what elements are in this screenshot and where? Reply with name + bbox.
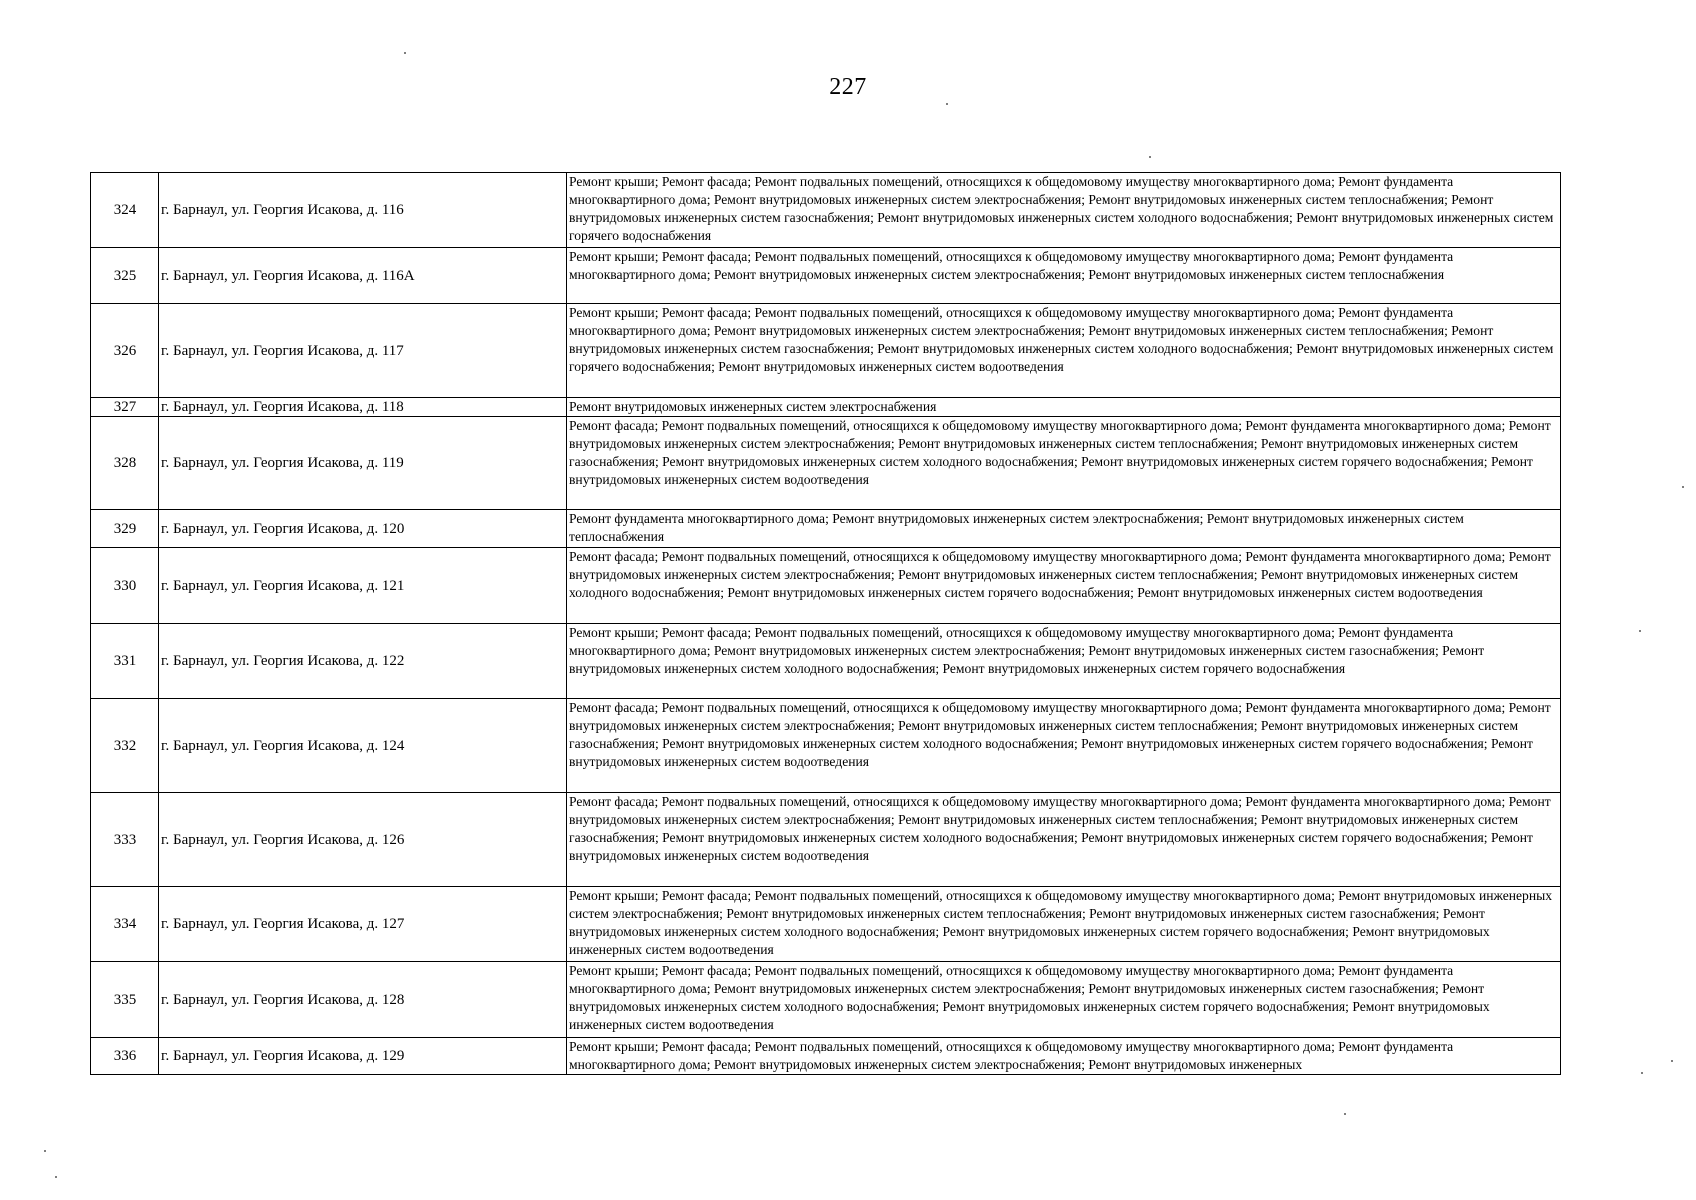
row-number: 326 [91, 304, 159, 398]
table-row [91, 304, 1561, 398]
row-works: Ремонт крыши; Ремонт фасада; Ремонт подвальных помещений, относящихся к общедомовому имуществу многоквартирного дома; Ремонт внутридомовых инженерных систем электроснабжения; Ремонт внутридомовых инженерных систем теплоснабжения; Ремонт внутридомовых инженерных систем газоснабжения; Ремонт внутридомовых инженерных систем холодного водоснабжения; Ремонт внутридомовых инженерных систем горячего водоснабжения; Ремонт внутридомовых инженерных систем водоотведения [567, 887, 1561, 962]
row-number: 324 [91, 173, 159, 248]
row-works: Ремонт фундамента многоквартирного дома; Ремонт внутридомовых инженерных систем электроснабжения; Ремонт внутридомовых инженерных систем теплоснабжения [567, 510, 1561, 548]
row-address: г. Барнаул, ул. Георгия Исакова, д. 128 [159, 962, 567, 1038]
scan-speck [1671, 1060, 1673, 1062]
table-row [91, 510, 1561, 548]
row-number: 327 [91, 398, 159, 417]
row-number: 335 [91, 962, 159, 1038]
scan-speck [1149, 156, 1151, 158]
table-row [91, 398, 1561, 417]
row-address: г. Барнаул, ул. Георгия Исакова, д. 127 [159, 887, 567, 962]
table-row [91, 624, 1561, 699]
row-number: 328 [91, 417, 159, 510]
row-number: 333 [91, 793, 159, 887]
row-address: г. Барнаул, ул. Георгия Исакова, д. 117 [159, 304, 567, 398]
register-table [90, 172, 1561, 1075]
row-number: 325 [91, 248, 159, 304]
row-works: Ремонт фасада; Ремонт подвальных помещений, относящихся к общедомовому имуществу многоквартирного дома; Ремонт фундамента многоквартирного дома; Ремонт внутридомовых инженерных систем электроснабжения; Ремонт внутридомовых инженерных систем теплоснабжения; Ремонт внутридомовых инженерных систем газоснабжения; Ремонт внутридомовых инженерных систем холодного водоснабжения; Ремонт внутридомовых инженерных систем горячего водоснабжения; Ремонт внутридомовых инженерных систем водоотведения [567, 699, 1561, 793]
row-works: Ремонт крыши; Ремонт фасада; Ремонт подвальных помещений, относящихся к общедомовому имуществу многоквартирного дома; Ремонт фундамента многоквартирного дома; Ремонт внутридомовых инженерных систем электроснабжения; Ремонт внутридомовых инженерных систем теплоснабжения; Ремонт внутридомовых инженерных систем газоснабжения; Ремонт внутридомовых инженерных систем холодного водоснабжения; Ремонт внутридомовых инженерных систем горячего водоснабжения [567, 173, 1561, 248]
table-row [91, 173, 1561, 248]
page-number: 227 [829, 74, 867, 100]
scan-speck [1639, 630, 1641, 632]
row-number: 332 [91, 699, 159, 793]
table-row [91, 793, 1561, 887]
table-row [91, 699, 1561, 793]
scan-speck [404, 52, 406, 54]
row-works: Ремонт фасада; Ремонт подвальных помещений, относящихся к общедомовому имуществу многоквартирного дома; Ремонт фундамента многоквартирного дома; Ремонт внутридомовых инженерных систем электроснабжения; Ремонт внутридомовых инженерных систем теплоснабжения; Ремонт внутридомовых инженерных систем холодного водоснабжения; Ремонт внутридомовых инженерных систем горячего водоснабжения; Ремонт внутридомовых инженерных систем водоотведения [567, 548, 1561, 624]
row-number: 336 [91, 1038, 159, 1075]
row-address: г. Барнаул, ул. Георгия Исакова, д. 129 [159, 1038, 567, 1075]
row-address: г. Барнаул, ул. Георгия Исакова, д. 120 [159, 510, 567, 548]
row-number: 331 [91, 624, 159, 699]
row-address: г. Барнаул, ул. Георгия Исакова, д. 116А [159, 248, 567, 304]
row-address: г. Барнаул, ул. Георгия Исакова, д. 122 [159, 624, 567, 699]
row-address: г. Барнаул, ул. Георгия Исакова, д. 119 [159, 417, 567, 510]
row-address: г. Барнаул, ул. Георгия Исакова, д. 121 [159, 548, 567, 624]
row-number: 329 [91, 510, 159, 548]
row-works: Ремонт фасада; Ремонт подвальных помещений, относящихся к общедомовому имуществу многоквартирного дома; Ремонт фундамента многоквартирного дома; Ремонт внутридомовых инженерных систем электроснабжения; Ремонт внутридомовых инженерных систем теплоснабжения; Ремонт внутридомовых инженерных систем газоснабжения; Ремонт внутридомовых инженерных систем холодного водоснабжения; Ремонт внутридомовых инженерных систем горячего водоснабжения; Ремонт внутридомовых инженерных систем водоотведения [567, 793, 1561, 887]
row-number: 334 [91, 887, 159, 962]
row-works: Ремонт фасада; Ремонт подвальных помещений, относящихся к общедомовому имуществу многоквартирного дома; Ремонт фундамента многоквартирного дома; Ремонт внутридомовых инженерных систем электроснабжения; Ремонт внутридомовых инженерных систем теплоснабжения; Ремонт внутридомовых инженерных систем газоснабжения; Ремонт внутридомовых инженерных систем холодного водоснабжения; Ремонт внутридомовых инженерных систем горячего водоснабжения; Ремонт внутридомовых инженерных систем водоотведения [567, 417, 1561, 510]
table-row [91, 248, 1561, 304]
row-works: Ремонт крыши; Ремонт фасада; Ремонт подвальных помещений, относящихся к общедомовому имуществу многоквартирного дома; Ремонт фундамента многоквартирного дома; Ремонт внутридомовых инженерных систем электроснабжения; Ремонт внутридомовых инженерных систем теплоснабжения [567, 248, 1561, 304]
row-works: Ремонт крыши; Ремонт фасада; Ремонт подвальных помещений, относящихся к общедомовому имуществу многоквартирного дома; Ремонт фундамента многоквартирного дома; Ремонт внутридомовых инженерных систем электроснабжения; Ремонт внутридомовых инженерных систем газоснабжения; Ремонт внутридомовых инженерных систем холодного водоснабжения; Ремонт внутридомовых инженерных систем горячего водоснабжения; Ремонт внутридомовых инженерных систем водоотведения [567, 962, 1561, 1038]
scan-speck [44, 1150, 46, 1152]
table-row [91, 417, 1561, 510]
scan-speck [1682, 486, 1684, 488]
row-works: Ремонт внутридомовых инженерных систем электроснабжения [567, 398, 1561, 417]
row-works: Ремонт крыши; Ремонт фасада; Ремонт подвальных помещений, относящихся к общедомовому имуществу многоквартирного дома; Ремонт фундамента многоквартирного дома; Ремонт внутридомовых инженерных систем электроснабжения; Ремонт внутридомовых инженерных [567, 1038, 1561, 1075]
row-address: г. Барнаул, ул. Георгия Исакова, д. 116 [159, 173, 567, 248]
row-address: г. Барнаул, ул. Георгия Исакова, д. 124 [159, 699, 567, 793]
scan-speck [946, 103, 948, 105]
table-row [91, 887, 1561, 962]
row-address: г. Барнаул, ул. Георгия Исакова, д. 126 [159, 793, 567, 887]
table-row [91, 962, 1561, 1038]
scan-speck [1641, 1072, 1643, 1074]
row-works: Ремонт крыши; Ремонт фасада; Ремонт подвальных помещений, относящихся к общедомовому имуществу многоквартирного дома; Ремонт фундамента многоквартирного дома; Ремонт внутридомовых инженерных систем электроснабжения; Ремонт внутридомовых инженерных систем теплоснабжения; Ремонт внутридомовых инженерных систем газоснабжения; Ремонт внутридомовых инженерных систем холодного водоснабжения; Ремонт внутридомовых инженерных систем горячего водоснабжения; Ремонт внутридомовых инженерных систем водоотведения [567, 304, 1561, 398]
table-row [91, 1038, 1561, 1075]
row-works: Ремонт крыши; Ремонт фасада; Ремонт подвальных помещений, относящихся к общедомовому имуществу многоквартирного дома; Ремонт фундамента многоквартирного дома; Ремонт внутридомовых инженерных систем электроснабжения; Ремонт внутридомовых инженерных систем газоснабжения; Ремонт внутридомовых инженерных систем холодного водоснабжения; Ремонт внутридомовых инженерных систем горячего водоснабжения [567, 624, 1561, 699]
row-address: г. Барнаул, ул. Георгия Исакова, д. 118 [159, 398, 567, 417]
scan-speck [55, 1176, 57, 1178]
scan-speck [1344, 1113, 1346, 1115]
row-number: 330 [91, 548, 159, 624]
table-row [91, 548, 1561, 624]
